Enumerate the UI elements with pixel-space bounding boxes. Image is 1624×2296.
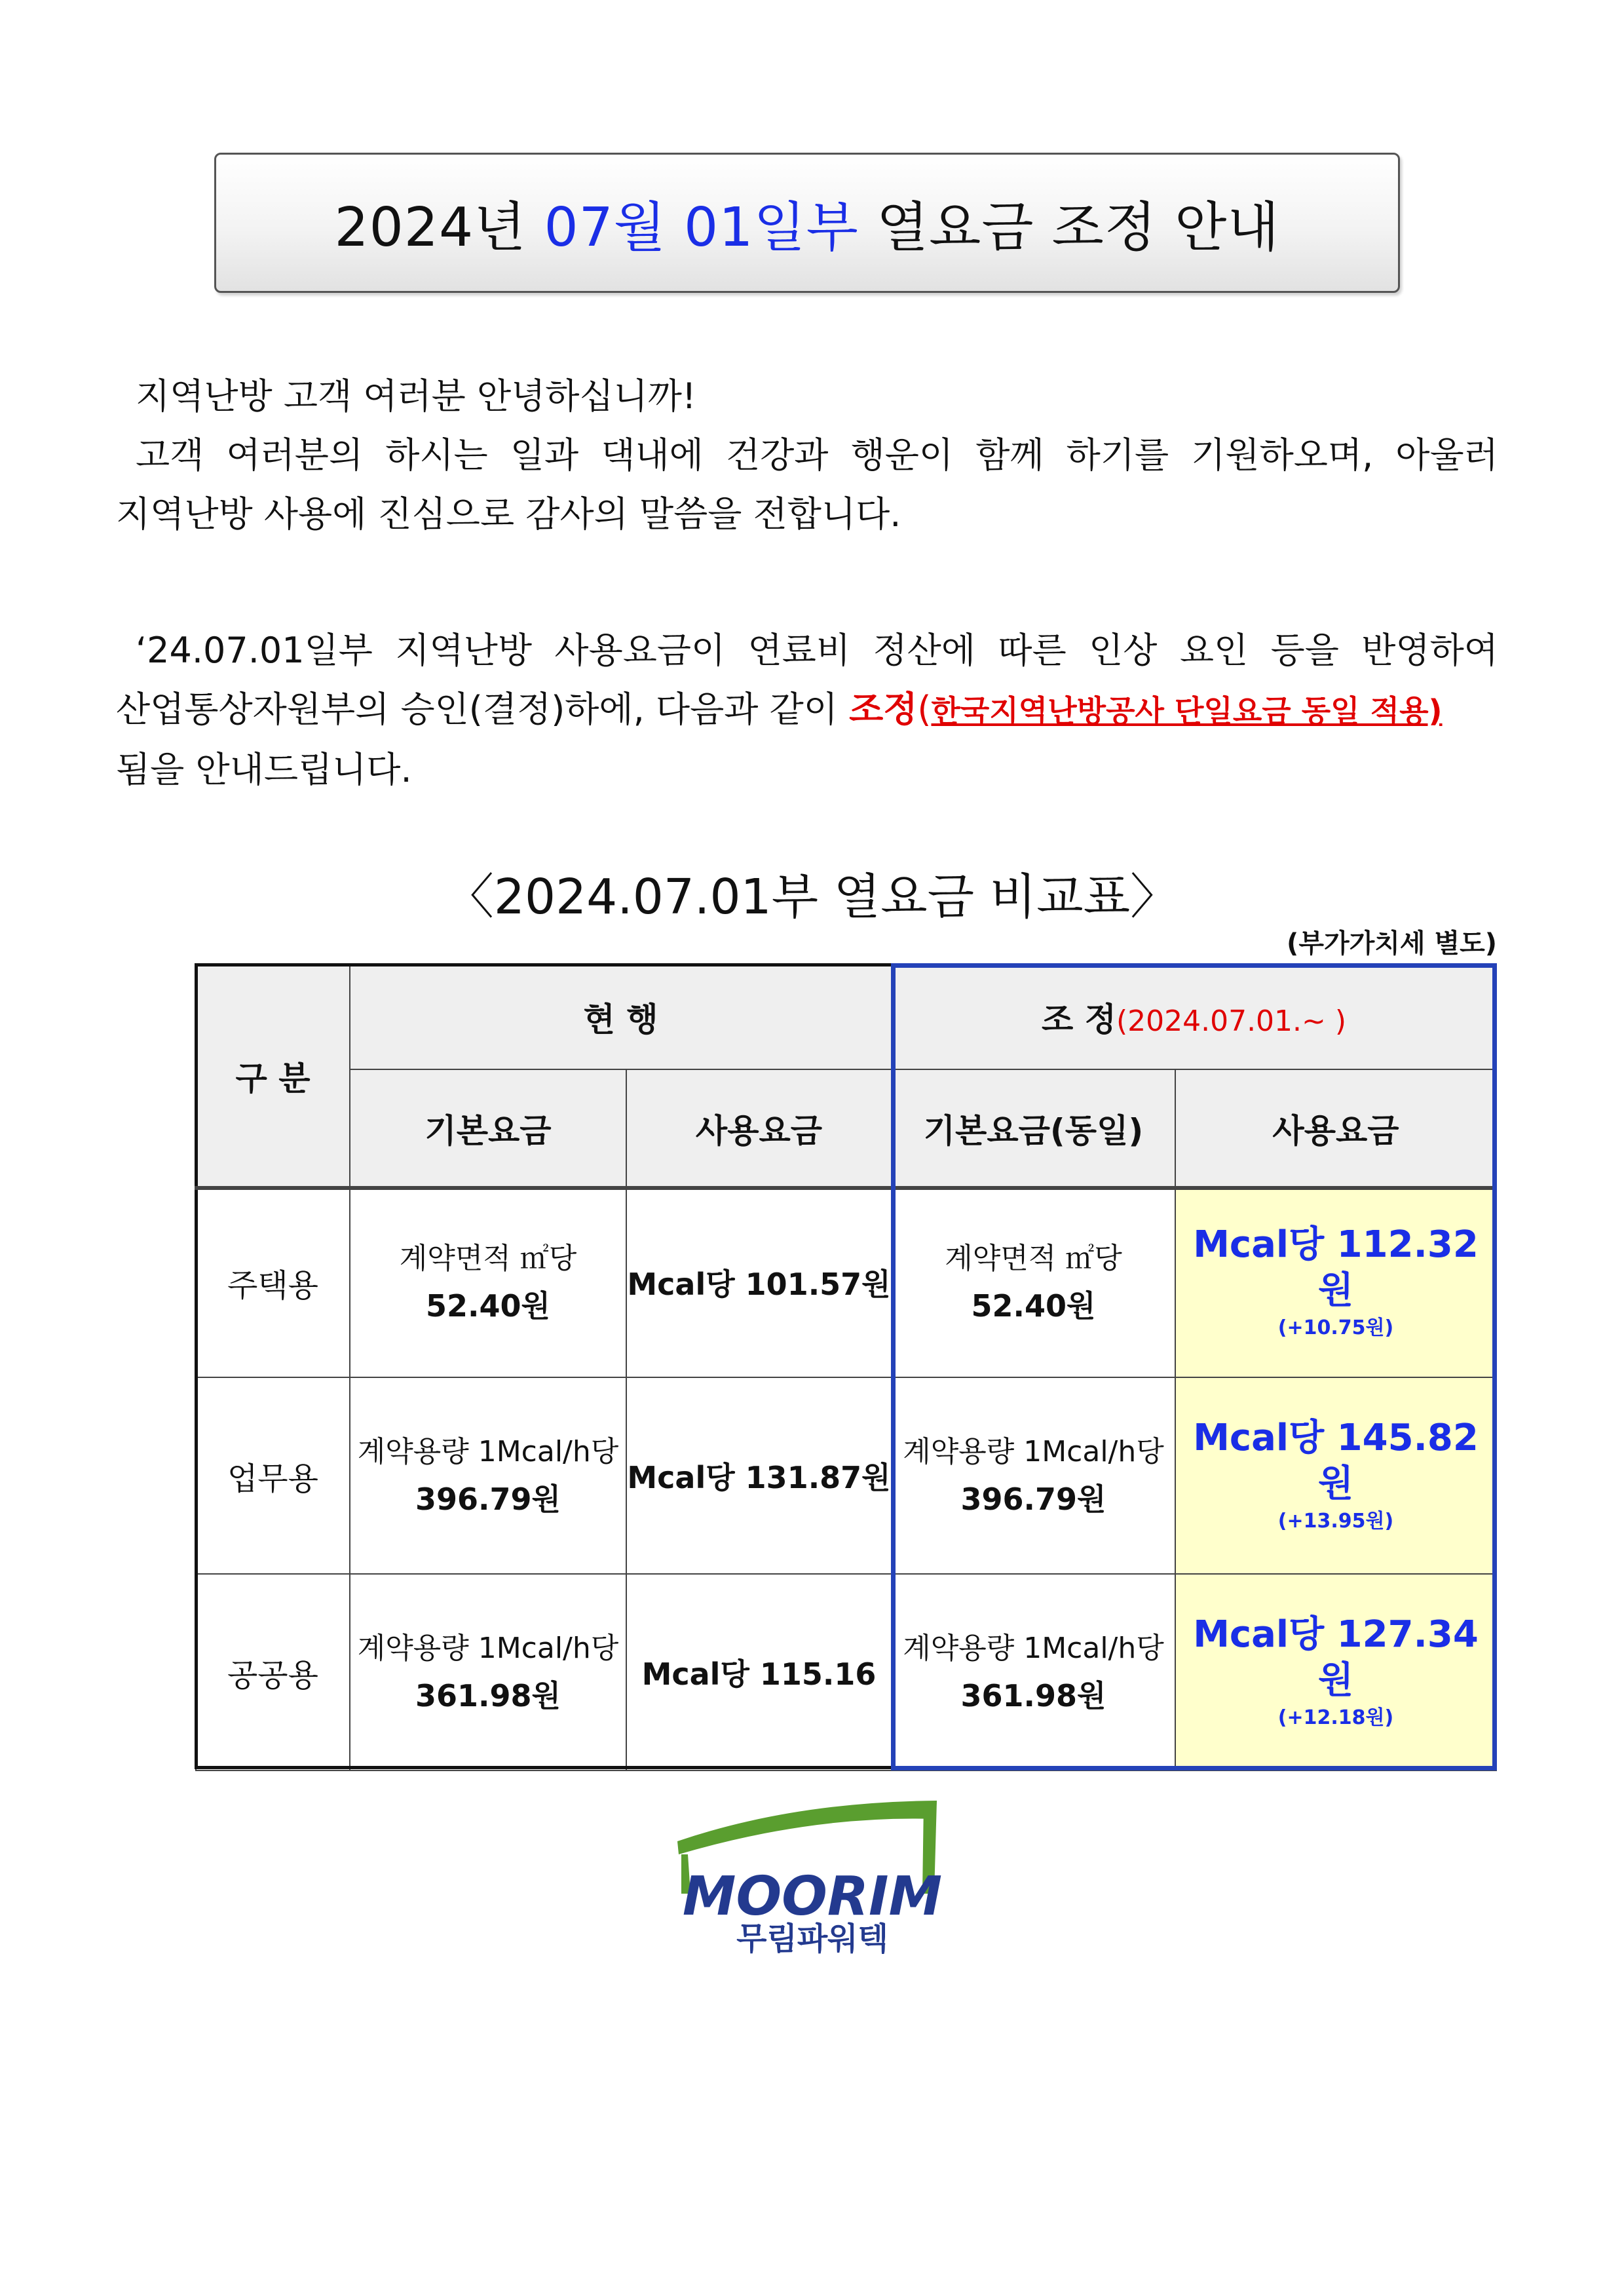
table-subheader-row bbox=[196, 1069, 1496, 1187]
col-usage: 사용요금 bbox=[626, 1069, 892, 1187]
comparison-title: 〈2024.07.01부 열요금 비교표〉 bbox=[445, 869, 1179, 925]
word: 하기를 bbox=[1066, 434, 1169, 476]
word: 하시는 bbox=[385, 434, 488, 476]
new-usage-rate bbox=[1175, 1574, 1496, 1770]
logo-subtitle: 무림파워텍 bbox=[736, 1921, 888, 1957]
greeting-paragraph bbox=[116, 367, 1498, 544]
logo-swoosh bbox=[677, 1801, 937, 1854]
notice-line-3: 됨을 안내드립니다. bbox=[116, 749, 412, 790]
rate-label: 계약면적 ㎡당 bbox=[945, 1242, 1122, 1275]
header-current: 현 행 bbox=[350, 965, 892, 1069]
word: 사용요금이 bbox=[554, 630, 726, 671]
rate-value: 396.79원 bbox=[415, 1482, 561, 1517]
greeting-line-3: 지역난방 사용에 진심으로 감사의 말씀을 전합니다. bbox=[116, 493, 901, 535]
word: 지역난방 bbox=[395, 630, 533, 671]
adjust-highlight: 조정 bbox=[849, 689, 918, 730]
rate-value: 52.40원 bbox=[971, 1288, 1096, 1324]
rate-label: 계약용량 1Mcal/h당 bbox=[357, 1632, 619, 1665]
new-usage-value: Mcal당 145.82원 bbox=[1193, 1417, 1479, 1505]
word: 기원하오며, bbox=[1191, 434, 1374, 476]
word: 반영하여 bbox=[1361, 630, 1498, 671]
header-separator bbox=[195, 1186, 1496, 1190]
word: 인상 bbox=[1089, 630, 1158, 671]
new-usage-value: Mcal당 112.32원 bbox=[1193, 1223, 1479, 1312]
word: 연료비 bbox=[747, 630, 851, 671]
header-adjusted-label: 조 정 bbox=[1041, 1001, 1116, 1039]
notice-paragraph bbox=[116, 621, 1498, 799]
new-usage-value: Mcal당 127.34원 bbox=[1193, 1613, 1479, 1702]
header-category: 구 분 bbox=[196, 965, 350, 1187]
col-base: 기본요금 bbox=[350, 1069, 626, 1187]
new-base-rate bbox=[892, 1377, 1175, 1574]
rate-label: 계약용량 1Mcal/h당 bbox=[903, 1632, 1164, 1665]
logo-wordmark: MOORIM bbox=[682, 1866, 943, 1928]
header-adjusted bbox=[892, 965, 1496, 1069]
word: 고객 bbox=[136, 434, 204, 476]
page-title bbox=[214, 153, 1400, 293]
current-usage-rate: Mcal당 131.87원 bbox=[626, 1377, 892, 1574]
current-base-rate bbox=[350, 1377, 626, 1574]
greeting-line-2 bbox=[116, 426, 1498, 485]
word: 아울러 bbox=[1395, 434, 1498, 476]
word: 여러분의 bbox=[226, 434, 364, 476]
word: 댁내에 bbox=[601, 434, 704, 476]
table-row bbox=[196, 1574, 1496, 1770]
word: 행운이 bbox=[850, 434, 954, 476]
paren-open: ( bbox=[917, 689, 932, 730]
notice-text: 산업통상자원부의 승인(결정)하에, 다음과 같이 bbox=[116, 689, 850, 730]
rate-value: 396.79원 bbox=[960, 1482, 1106, 1517]
row-category: 업무용 bbox=[196, 1377, 350, 1574]
title-date: 07월 01일부 bbox=[544, 196, 859, 259]
col-base-same: 기본요금(동일) bbox=[892, 1069, 1175, 1187]
rate-comparison-table bbox=[195, 964, 1497, 1771]
notice-line-1 bbox=[116, 621, 1498, 680]
new-usage-rate bbox=[1175, 1187, 1496, 1377]
word: 등을 bbox=[1270, 630, 1339, 671]
current-base-rate bbox=[350, 1574, 626, 1770]
header-adjusted-date: (2024.07.01.~ ) bbox=[1116, 1004, 1347, 1038]
table-row bbox=[196, 1187, 1496, 1377]
rate-value: 52.40원 bbox=[426, 1288, 550, 1324]
new-usage-rate bbox=[1175, 1377, 1496, 1574]
word: 따른 bbox=[998, 630, 1067, 671]
current-base-rate bbox=[350, 1187, 626, 1377]
new-base-rate bbox=[892, 1187, 1175, 1377]
row-category: 공공용 bbox=[196, 1574, 350, 1770]
word: 함께 bbox=[975, 434, 1044, 476]
new-usage-diff: (+12.18원) bbox=[1277, 1706, 1394, 1729]
word: 일과 bbox=[510, 434, 579, 476]
rate-label: 계약면적 ㎡당 bbox=[399, 1242, 577, 1275]
new-usage-diff: (+13.95원) bbox=[1277, 1510, 1394, 1533]
word: 건강과 bbox=[725, 434, 829, 476]
title-year: 2024년 bbox=[334, 196, 544, 259]
col-usage-new: 사용요금 bbox=[1175, 1069, 1496, 1187]
same-rate-note: 한국지역난방공사 단일요금 동일 적용) bbox=[931, 693, 1443, 729]
rate-label: 계약용량 1Mcal/h당 bbox=[903, 1435, 1164, 1468]
rate-value: 361.98원 bbox=[415, 1678, 561, 1713]
new-base-rate bbox=[892, 1574, 1175, 1770]
current-usage-rate: Mcal당 115.16 bbox=[626, 1574, 892, 1770]
table-header-row bbox=[196, 965, 1496, 1069]
rate-label: 계약용량 1Mcal/h당 bbox=[357, 1435, 619, 1468]
greeting-line-1: 지역난방 고객 여러분 안녕하십니까! bbox=[136, 375, 696, 417]
vat-note: (부가가치세 별도) bbox=[1287, 928, 1497, 959]
rate-value: 361.98원 bbox=[960, 1678, 1106, 1713]
notice-line-2 bbox=[116, 680, 1498, 740]
current-usage-rate: Mcal당 101.57원 bbox=[626, 1187, 892, 1377]
row-category: 주택용 bbox=[196, 1187, 350, 1377]
table-row bbox=[196, 1377, 1496, 1574]
word: 정산에 bbox=[873, 630, 976, 671]
title-subject: 열요금 조정 안내 bbox=[858, 196, 1280, 259]
word: 요인 bbox=[1179, 630, 1249, 671]
word: ‘24.07.01일부 bbox=[136, 630, 373, 671]
new-usage-diff: (+10.75원) bbox=[1277, 1316, 1394, 1339]
